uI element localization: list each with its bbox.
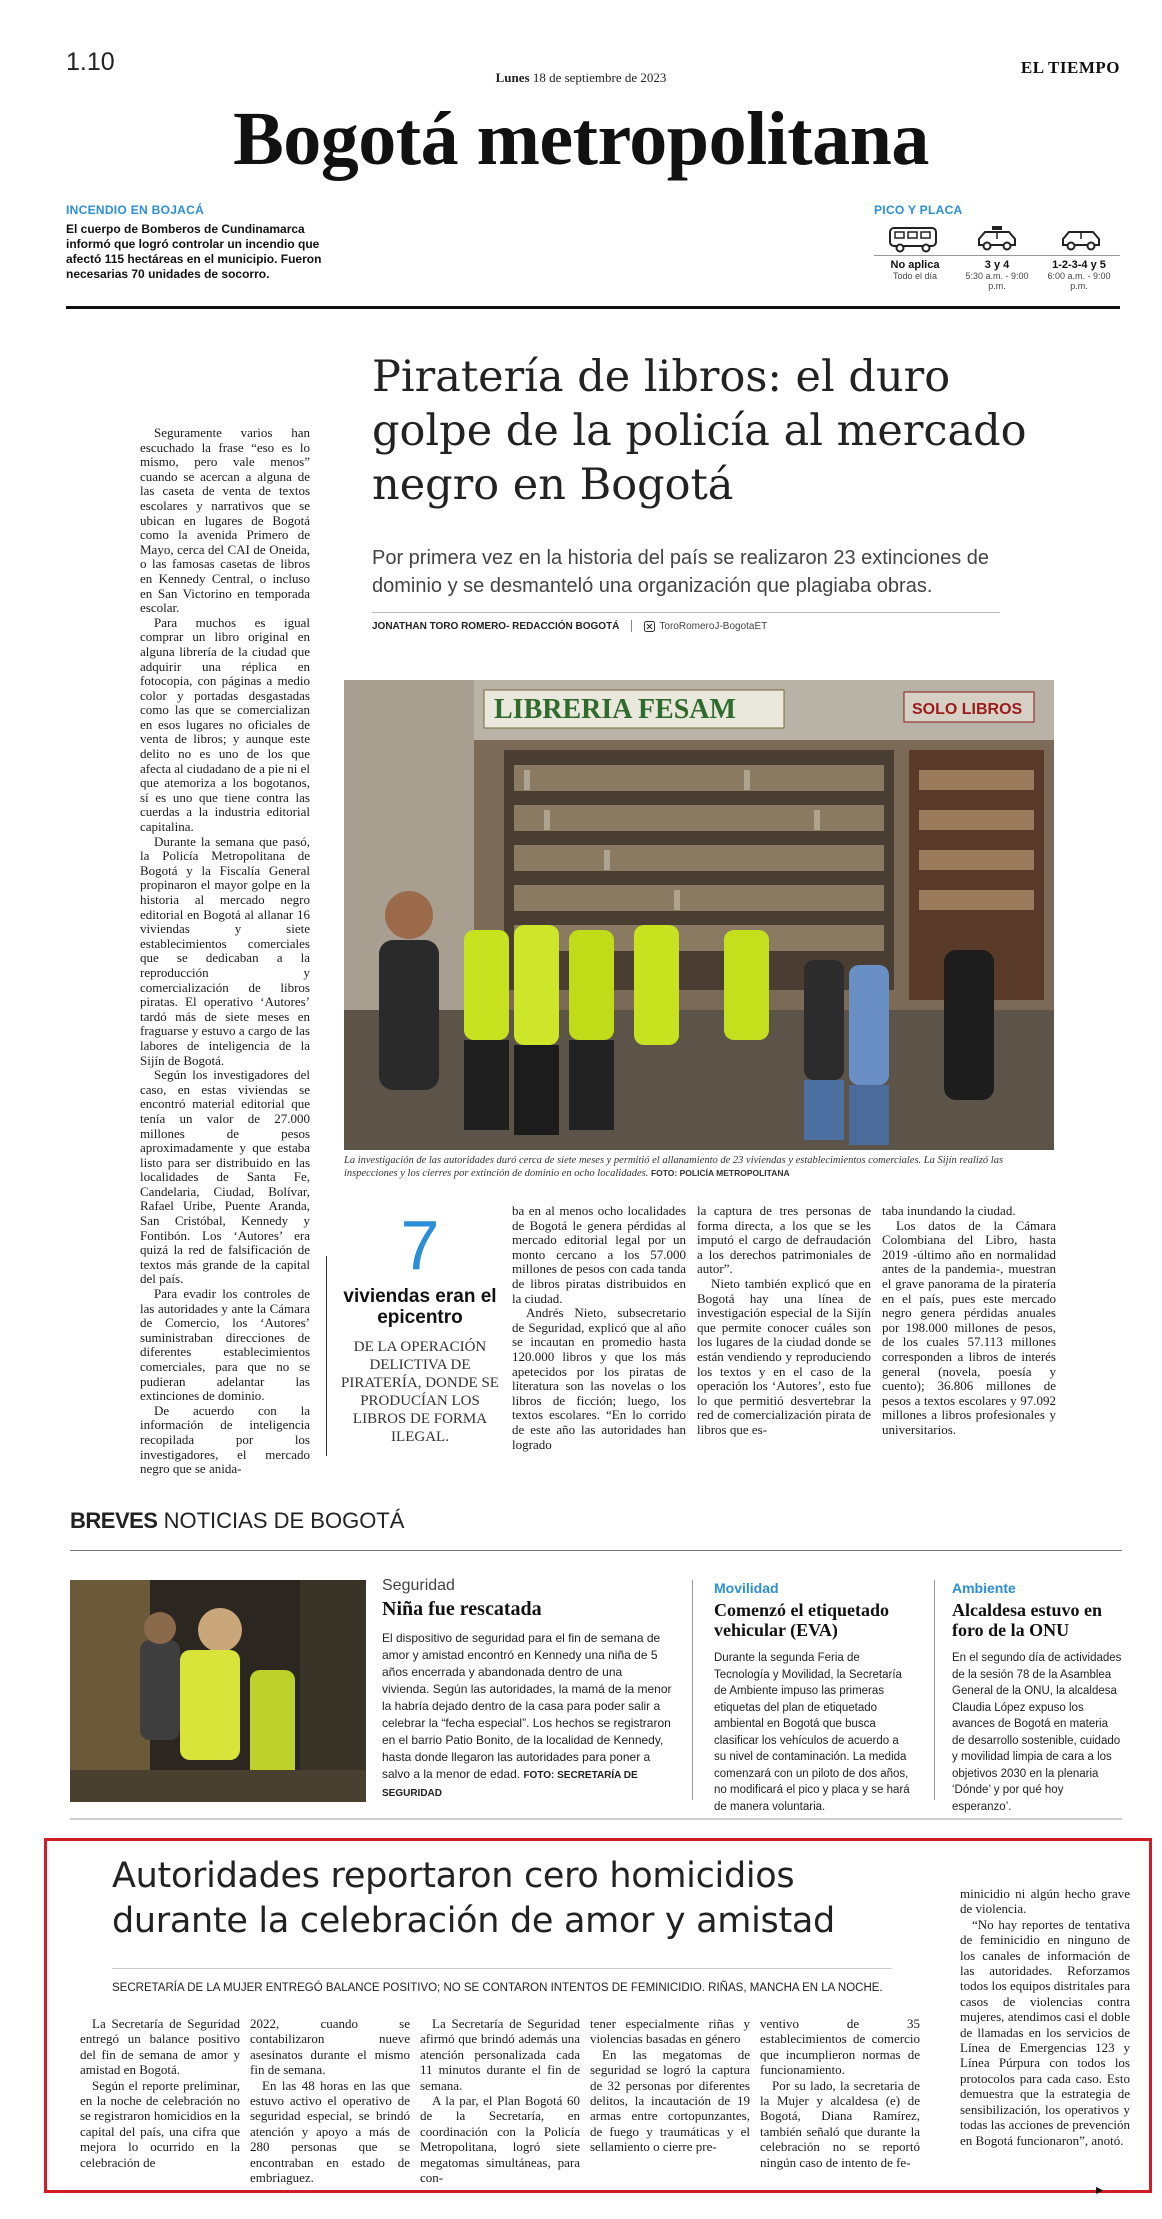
pico-placa-time: 6:00 a.m. - 9:00 p.m. xyxy=(1047,271,1111,291)
article-dek: Por primera vez en la historia del país se realizaron 23 extinciones de dominio y se desmanteló una organización que plagiaba obras. xyxy=(372,547,989,597)
callout-description: DE LA OPERACIÓN DELICTIVA DE PIRATERÍA, DONDE SE PRODUCÍAN LOS LIBROS DE FORMA ILEGAL. xyxy=(341,1339,499,1445)
framed-column-3 xyxy=(420,2016,580,2185)
framed-headline: Autoridades reportaron cero homicidios durante la celebración de amor y amistad xyxy=(112,1856,835,1941)
paragraph: Los datos de la Cámara Colombiana del Libro, hasta 2019 -último año en normalidad antes de la pandemia-, muestran el grave panorama de la piratería en el país, pues este mercado negro genera pérdidas anuales por 198.000 millones de pesos, de los cuales 57.113 millones corresponden a libros de interés general (novela, poesía y cuento); 36.806 millones de pesos a textos escolares y 97.092 millones a libros profesionales y universitarios. xyxy=(882,1217,1056,1437)
date-day: Lunes xyxy=(495,70,530,85)
brief-divider xyxy=(692,1580,693,1800)
x-logo-icon xyxy=(644,621,655,632)
callout-divider xyxy=(326,1256,327,1456)
brief-body: En el segundo día de actividades de la sesión 78 de la Asamblea General de la ONU, la alcaldesa Claudia López expuso los avances de Bogotá en materia de desarrollo sostenible, cuidado y movilidad limpia de cara a los objetivos 2030 en la plenaria ‘Dónde’ y por qué hoy esperanzo’. xyxy=(952,1652,1122,1813)
framed-sub-divider xyxy=(112,1968,892,1969)
paragraph: 2022, cuando se contabilizaron nueve asesinatos durante el mismo fin de semana. xyxy=(250,2016,410,2078)
pico-placa-value: 1-2-3-4 y 5 xyxy=(1052,259,1106,271)
pico-placa-value: No aplica xyxy=(890,259,940,271)
paragraph: “No hay reportes de tentativa de feminicidio en ninguno de los canales de información de las autoridades. Reforzamos todos los equipos distritales para casos de violencias contra mujeres, atendimos casi el doble de llamadas en los servicios de Línea de Emergencias 123 y Línea Púrpura con todos los protocolos para cada caso. Esto demuestra que la estrategia de sensibilización, los operativos y todas las acciones de prevención en Bogotá funcionaron”, anotó. xyxy=(960,1916,1130,2148)
author-handle[interactable] xyxy=(644,621,767,632)
paragraph: De acuerdo con la información de inteligencia recopilada por los investigadores, el mercado negro que se anida- xyxy=(140,1402,310,1477)
paragraph: minicidio ni algún hecho grave de violencia. xyxy=(960,1886,1130,1917)
paragraph: En las megatomas de seguridad se logró la captura de 32 personas por diferentes delitos, la incautación de 19 armas entre cortopunzantes, de fuego y traumáticas y el sellamiento o cierre pre- xyxy=(590,2046,750,2155)
framed-subheadline: SECRETARÍA DE LA MUJER ENTREGÓ BALANCE POSITIVO; NO SE CONTARON INTENTOS DE FEMINICIDIO. RIÑAS, MANCHA EN LA NOCHE. xyxy=(112,1982,883,1994)
brief-headline: Niña fue rescatada xyxy=(382,1598,542,1620)
framed-column-6 xyxy=(960,1886,1130,2148)
brief-kicker: Movilidad xyxy=(714,1580,779,1596)
section-title: Bogotá metropolitana xyxy=(233,97,929,181)
breves-title-rest: NOTICIAS DE BOGOTÁ xyxy=(163,1508,405,1533)
breves-title xyxy=(70,1508,404,1534)
framed-column-5 xyxy=(760,2016,920,2170)
paragraph: Nieto también explicó que en Bogotá hay una línea de investigación especial de la Sijín que permite conocer cuáles son los lugares de la ciudad donde se están vendiendo y reproduciendo los textos y en el caso de la operación los ‘Autores’, esto fue lo que permitió desvertebrar la red de comercialización pirata de libros que es- xyxy=(697,1275,871,1437)
paragraph: Según el reporte preliminar, en la noche de celebración no se registraron homicidios en la capital del país, una cifra que mejora lo ocurrido en la celebración de xyxy=(80,2077,240,2170)
pico-placa-value: 3 y 4 xyxy=(984,259,1010,271)
brief-kicker: Ambiente xyxy=(952,1580,1016,1596)
paragraph: En las 48 horas en las que estuvo activo el operativo de seguridad especial, se brindó atención y apoyo a más de 280 personas que se encontraban en estado de embriaguez. xyxy=(250,2077,410,2186)
article-headline: Piratería de libros: el duro golpe de la policía al mercado negro en Bogotá xyxy=(372,352,1027,510)
paragraph: tener especialmente riñas y violencias basadas en género xyxy=(590,2016,750,2047)
taxi-icon xyxy=(958,225,1036,253)
pico-placa-time: Todo el día xyxy=(892,271,938,281)
paragraph: Para evadir los controles de las autoridades y ante la Cámara de Comercio, los ‘Autores’ suministraban direcciones de diferentes establecimientos comerciales, para que no se pudieran adelantar las extinciones de dominio. xyxy=(140,1286,310,1404)
bookstore-photo-illustration xyxy=(344,680,1054,1150)
vehicle-icons-row xyxy=(874,225,1120,256)
framed-column-4 xyxy=(590,2016,750,2155)
edition-date xyxy=(0,70,1162,86)
page-number: 1.10 xyxy=(66,48,115,76)
caption-text: La investigación de las autoridades duró cerca de siete meses y permitió el allanamiento de 23 viviendas y establecimientos comerciales. La Sijín realizó las inspecciones y los cierres por extinción de dominio en ocho localidades. xyxy=(344,1155,1004,1179)
incendio-text: El cuerpo de Bomberos de Cundinamarca informó que logró controlar un incendio que afectó 115 hectáreas en el municipio. Fueron necesarias 70 unidades de socorro. xyxy=(66,222,322,281)
photo-sign-right: SOLO LIBROS xyxy=(912,701,1023,718)
breves-divider xyxy=(70,1550,1122,1551)
brief-body-text: El dispositivo de seguridad para el fin de semana de amor y amistad encontró en Kennedy una niña de 5 años encerrada y abandonada dentro de una vivienda. Según las autoridades, la mamá de la menor la habría dejado dentro de la casa para poder salir a celebrar la “fecha especial”. Los hechos se registraron en el barrio Patio Bonito, de la localidad de Kennedy, hasta donde llegaron las autoridades para poner a salvo a la menor de edad. xyxy=(382,1631,672,1781)
arrow-right-icon: ▸ xyxy=(1096,2182,1104,2198)
paragraph: taba inundando la ciudad. xyxy=(882,1203,1016,1218)
byline-divider xyxy=(372,612,1000,613)
paragraph: La Secretaría de Seguridad entregó un balance positivo del fin de semana de amor y amistad en Bogotá. xyxy=(80,2016,240,2078)
paragraph: Durante la semana que pasó, la Policía Metropolitana de Bogotá y la Fiscalía General propinaron el mayor golpe en la historia al mercado negro editorial en Bogotá al allanar 16 viviendas y siete establecimientos comerciales que se dedicaban a la reproducción y comercialización de libros piratas. El operativo ‘Autores’ tardó más de siete meses en fraguarse y estuvo a cargo de las labores de inteligencia de la Sijín de Bogotá. xyxy=(140,833,310,1068)
newspaper-brand: EL TIEMPO xyxy=(1020,58,1120,77)
pico-placa-box xyxy=(874,203,1120,291)
stat-callout xyxy=(340,1206,500,1446)
brief-kicker: Seguridad xyxy=(382,1577,455,1594)
byline xyxy=(372,620,767,632)
paragraph: Seguramente varios han escuchado la frase “eso es lo mismo, pero vale menos” cuando se acercan a alguna de las caseta de venta de textos escolares y narrativos que se ubican en lugares de Bogotá como la avenida Primero de Mayo, cerca del CAI de Oneida, o las famosas casetas de libros en Kennedy Central, o incluso en San Victorino en temporada escolar. xyxy=(140,425,310,616)
brief-movilidad xyxy=(714,1580,914,1815)
rescue-photo xyxy=(70,1580,366,1802)
photo-caption xyxy=(344,1154,1054,1180)
brief-divider xyxy=(934,1580,935,1800)
author-name: JONATHAN TORO ROMERO- REDACCIÓN BOGOTÁ xyxy=(372,620,620,632)
brief-headline: Alcaldesa estuvo en foro de la ONU xyxy=(952,1600,1102,1640)
paragraph: ventivo de 35 establecimientos de comercio que incumplieron normas de funcionamiento. xyxy=(760,2016,920,2078)
framed-column-1 xyxy=(80,2016,240,2170)
pico-placa-car xyxy=(1038,259,1120,291)
brief-body xyxy=(382,1630,672,1802)
rescue-photo-illustration xyxy=(70,1580,366,1802)
pico-placa-time: 5:30 a.m. - 9:00 p.m. xyxy=(965,271,1029,291)
paragraph: la captura de tres personas de forma directa, a los que se les imputó el cargo de defraudación a los derechos patrimoniales de autor”. xyxy=(697,1203,871,1277)
paragraph: ba en al menos ocho localidades de Bogotá le genera pérdidas al mercado editorial legal por un monto cercano a los 57.000 millones de pesos con cada tanda de libros piratas distribuidos en la ciudad. xyxy=(512,1203,686,1306)
pico-placa-bus xyxy=(874,259,956,291)
paragraph: Andrés Nieto, subsecretario de Seguridad, explicó que al año se incautan en promedio hasta 120.000 libros y que los más apetecidos por los piratas de literatura son las novelas o los libros de ficción; luego, los textos escolares. “En lo corrido de este año las autoridades han logrado xyxy=(512,1305,686,1452)
article-column-5 xyxy=(882,1204,1056,1438)
breves-bottom-divider xyxy=(70,1818,1122,1820)
author-handle-text: ToroRomeroJ-BogotaET xyxy=(659,620,768,632)
paragraph: La Secretaría de Seguridad afirmó que brindó además una atención personalizada cada 11 minutos durante el fin de semana. xyxy=(420,2016,580,2093)
date-rest: 18 de septiembre de 2023 xyxy=(532,70,667,85)
paragraph: Para muchos es igual comprar un libro original en alguna librería de la ciudad que adquirir una réplica en fotocopia, con páginas a medio color y portadas desgastadas como las que se comercializan en esos lugares no oficiales de venta de libros; y aunque este delito no es uno de los que afecta al ciudadano de a pie ni el que atemoriza a los bogotanos, sí es uno que tiene contra las cuerdas a la industria editorial capitalina. xyxy=(140,614,310,835)
pico-placa-taxi xyxy=(956,259,1038,291)
photo-sign-left: LIBRERIA FESAM xyxy=(494,694,736,725)
brief-credit: FOTO: SECRETARÍA DE SEGURIDAD xyxy=(382,1770,638,1799)
brief-body: Durante la segunda Feria de Tecnología y Movilidad, la Secretaría de Ambiente impuso las primeras etiquetas del plan de etiquetado ambiental en Bogotá que busca clasificar los vehículos de acuerdo a su nivel de contaminación. La medida comenzará con un piloto de dos años, no modificará el pico y placa y se hará de manera voluntaria. xyxy=(714,1652,910,1813)
header-divider xyxy=(66,306,1120,309)
pico-placa-values xyxy=(874,259,1120,291)
bookstore-photo xyxy=(344,680,1054,1150)
article-column-3 xyxy=(512,1204,686,1452)
bus-icon xyxy=(874,225,952,253)
brief-ambiente xyxy=(952,1580,1122,1815)
article-column-4 xyxy=(697,1204,871,1438)
paragraph: Por su lado, la secretaria de la Mujer y alcaldesa (e) de Bogotá, Diana Ramírez, también señaló que durante la celebración no se reportó ningún caso de intento de fe- xyxy=(760,2077,920,2170)
callout-number: 7 xyxy=(400,1206,440,1284)
brief-headline: Comenzó el etiquetado vehicular (EVA) xyxy=(714,1600,889,1640)
paragraph: Según los investigadores del caso, en estas viviendas se encontró material editorial que tenía un valor de 27.000 millones de pesos aproximadamente y que estaba listo para ser distribuido en las localidades de Santa Fe, Candelaria, Ciudad, Bolívar, Rafael Uribe, Puente Aranda, San Cristóbal, Kennedy y Fontibón. Los ‘Autores’ era quizá la red de falsificación de textos más grande de la capital del país. xyxy=(140,1067,310,1287)
callout-label: viviendas eran el epicentro xyxy=(343,1286,497,1328)
paragraph: A la par, el Plan Bogotá 60 de la Secretaría, en coordinación con la Policía Metropolitana, logró siete megatomas simultáneas, para con- xyxy=(420,2093,580,2186)
byline-separator xyxy=(631,620,632,632)
caption-credit: FOTO: POLICÍA METROPOLITANA xyxy=(650,1168,790,1178)
framed-column-2 xyxy=(250,2016,410,2185)
incendio-brief xyxy=(66,203,336,282)
breves-title-bold: BREVES xyxy=(70,1508,158,1533)
article-column-1 xyxy=(140,426,310,1477)
brief-seguridad xyxy=(382,1577,672,1802)
car-icon xyxy=(1042,225,1120,253)
pico-placa-kicker: PICO Y PLACA xyxy=(874,203,963,217)
incendio-kicker: INCENDIO EN BOJACÁ xyxy=(66,203,205,217)
